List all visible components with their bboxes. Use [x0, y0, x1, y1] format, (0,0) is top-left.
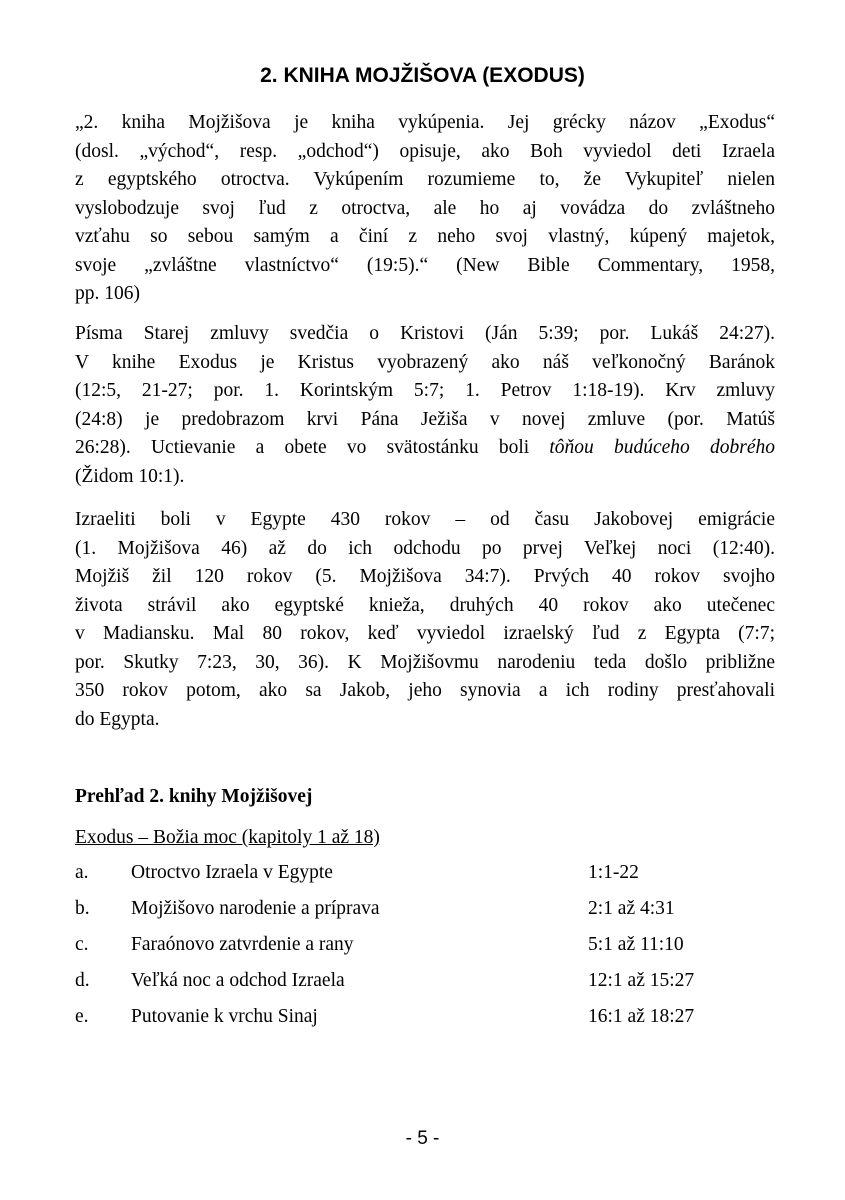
paragraph-line: Izraeliti boli v Egypte 430 rokov – od času Jakobovej emigrácie	[75, 509, 775, 530]
paragraph-line: svoje „zvláštne vlastníctvo“ (19:5).“ (New Bible Commentary, 1958,	[75, 254, 775, 276]
outline-letter: a.	[75, 862, 89, 883]
paragraph-line: 350 rokov potom, ako sa Jakob, jeho synovia a ich rodiny presťahovali	[75, 680, 775, 701]
outline-title: Putovanie k vrchu Sinaj	[131, 1006, 318, 1027]
paragraph-line: Mojžiš žil 120 rokov (5. Mojžišova 34:7). Prvých 40 rokov svojho	[75, 566, 775, 587]
outline-letter: b.	[75, 898, 90, 919]
paragraph-line: v Madiansku. Mal 80 rokov, keď vyviedol izraelský ľud z Egypta (7:7;	[75, 623, 775, 644]
outline-list	[75, 862, 775, 1042]
paragraph-line: „2. kniha Mojžišova je kniha vykúpenia. Jej grécky názov „Exodus“	[75, 112, 775, 133]
paragraph-line: (12:5, 21-27; por. 1. Korintským 5:7; 1. Petrov 1:18-19). Krv zmluvy	[75, 380, 775, 401]
outline-row	[75, 898, 775, 934]
paragraph-line: (Židom 10:1).	[75, 465, 185, 487]
paragraph-line: života strávil ako egyptské knieža, druhých 40 rokov ako utečenec	[75, 594, 775, 616]
outline-reference: 1:1-22	[588, 862, 639, 883]
line-text: 26:28). Uctievanie a obete vo svätostánku boli	[75, 437, 550, 458]
paragraph-israel-in-egypt	[75, 506, 775, 734]
outline-title: Faraónovo zatvrdenie a rany	[131, 934, 354, 955]
paragraph-intro-quote	[75, 109, 775, 309]
paragraph-line: (dosl. „východ“, resp. „odchod“) opisuje, ako Boh vyviedol deti Izraela	[75, 140, 775, 162]
paragraph-line: pp. 106)	[75, 283, 140, 304]
outline-row	[75, 970, 775, 1006]
outline-letter: e.	[75, 1006, 89, 1027]
paragraph-line: do Egypta.	[75, 708, 160, 730]
paragraph-line: vyslobodzuje svoj ľud z otroctva, ale ho aj vovádza do zvláštneho	[75, 197, 775, 219]
paragraph-line: z egyptského otroctva. Vykúpením rozumieme to, že Vykupiteľ nielen	[75, 169, 775, 190]
paragraph-line	[75, 434, 775, 463]
outline-letter: c.	[75, 934, 89, 955]
outline-reference: 2:1 až 4:31	[588, 898, 675, 919]
section-heading: Exodus – Božia moc (kapitoly 1 až 18)	[75, 827, 380, 848]
paragraph-line: vzťahu so sebou samým a činí z neho svoj vlastný, kúpený majetok,	[75, 226, 775, 247]
paragraph-line: (1. Mojžišova 46) až do ich odchodu po prvej Veľkej noci (12:40).	[75, 537, 775, 559]
outline-title: Mojžišovo narodenie a príprava	[131, 898, 380, 919]
outline-row	[75, 862, 775, 898]
outline-reference: 16:1 až 18:27	[588, 1006, 695, 1027]
outline-letter: d.	[75, 970, 90, 991]
outline-row	[75, 1006, 775, 1042]
outline-title: Otroctvo Izraela v Egypte	[131, 862, 333, 883]
page-title: 2. KNIHA MOJŽIŠOVA (EXODUS)	[260, 64, 585, 87]
outline-reference: 5:1 až 11:10	[588, 934, 684, 955]
outline-reference: 12:1 až 15:27	[588, 970, 695, 991]
italic-quote: tôňou budúceho dobrého	[549, 437, 775, 458]
paragraph-line: por. Skutky 7:23, 30, 36). K Mojžišovmu narodeniu teda došlo približne	[75, 651, 775, 673]
paragraph-christ-in-scripture	[75, 320, 775, 491]
paragraph-line: Písma Starej zmluvy svedčia o Kristovi (Ján 5:39; por. Lukáš 24:27).	[75, 323, 775, 344]
paragraph-line: (24:8) je predobrazom krvi Pána Ježiša v novej zmluve (por. Matúš	[75, 408, 775, 430]
overview-heading: Prehľad 2. knihy Mojžišovej	[75, 786, 313, 807]
outline-row	[75, 934, 775, 970]
page-number: - 5 -	[405, 1128, 440, 1149]
paragraph-line: V knihe Exodus je Kristus vyobrazený ako náš veľkonočný Baránok	[75, 351, 775, 373]
outline-title: Veľká noc a odchod Izraela	[131, 970, 345, 991]
